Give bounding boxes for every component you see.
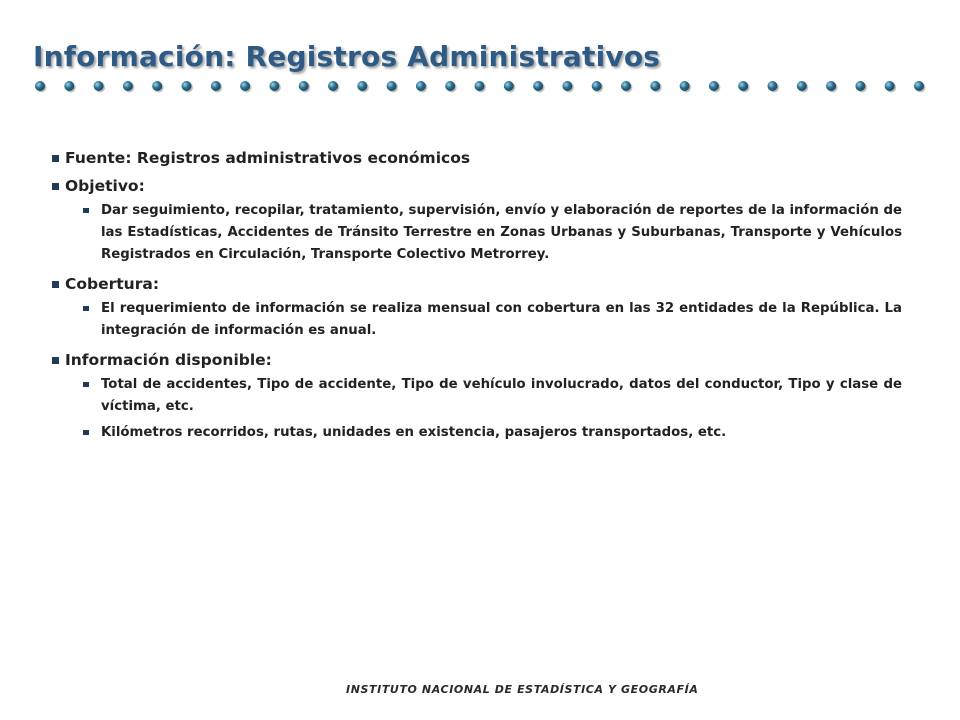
footer-institution: INSTITUTO NACIONAL DE ESTADÍSTICA Y GEOGRAFÍA	[346, 683, 699, 696]
section-heading-text: Fuente: Registros administrativos económicos	[65, 149, 471, 167]
divider-dot	[914, 81, 924, 91]
divider-dot	[211, 81, 221, 91]
section-heading-cobertura	[52, 274, 902, 294]
sub-bullet-item	[83, 422, 902, 444]
slide-content	[52, 148, 902, 444]
divider-dot	[562, 81, 572, 91]
slide-title: Información: Registros Administrativos	[33, 40, 661, 73]
divider-dot	[504, 81, 514, 91]
square-bullet-icon	[83, 306, 89, 311]
sub-bullet-text: Dar seguimiento, recopilar, tratamiento, supervisión, envío y elaboración de reportes de la información de las Estadísticas, Accidentes de Tránsito Terrestre en Zonas Urbanas y Suburbanas, Transporte y Vehículos Registrados en Circulación, Transporte Colectivo Metrorrey.	[101, 203, 902, 262]
divider-dot	[64, 81, 74, 91]
square-bullet-icon	[52, 155, 59, 162]
section-heading-informacion-disponible	[52, 350, 902, 370]
decorative-dot-divider	[30, 76, 930, 96]
divider-dot	[357, 81, 367, 91]
square-bullet-icon	[83, 430, 89, 435]
divider-dot	[387, 81, 397, 91]
divider-dot	[738, 81, 748, 91]
square-bullet-icon	[52, 281, 59, 288]
divider-dot	[592, 81, 602, 91]
divider-dot	[533, 81, 543, 91]
sub-bullet-item	[83, 200, 902, 266]
divider-dot	[35, 81, 45, 91]
divider-dot	[768, 81, 778, 91]
section-heading-fuente	[52, 148, 902, 168]
divider-dot	[475, 81, 485, 91]
divider-dot	[680, 81, 690, 91]
divider-dot	[299, 81, 309, 91]
section-heading-text: Cobertura:	[65, 275, 160, 293]
divider-dot	[182, 81, 192, 91]
divider-dot	[94, 81, 104, 91]
sub-bullet-item	[83, 298, 902, 342]
divider-dot	[240, 81, 250, 91]
sub-bullet-item	[83, 374, 902, 418]
square-bullet-icon	[83, 382, 89, 387]
section-heading-text: Información disponible:	[65, 351, 272, 369]
section-heading-objetivo	[52, 176, 902, 196]
divider-dot	[152, 81, 162, 91]
sub-bullet-text: El requerimiento de información se realiza mensual con cobertura en las 32 entidades de la República. La integración de información es anual.	[101, 301, 902, 338]
divider-dot	[328, 81, 338, 91]
square-bullet-icon	[52, 183, 59, 190]
divider-dot	[123, 81, 133, 91]
divider-dot	[621, 81, 631, 91]
square-bullet-icon	[83, 208, 89, 213]
divider-dot	[416, 81, 426, 91]
divider-dot	[445, 81, 455, 91]
sub-bullet-text: Total de accidentes, Tipo de accidente, Tipo de vehículo involucrado, datos del conductor, Tipo y clase de víctima, etc.	[101, 377, 902, 414]
divider-dot	[269, 81, 279, 91]
divider-dot	[709, 81, 719, 91]
sub-bullet-text: Kilómetros recorridos, rutas, unidades en existencia, pasajeros transportados, etc.	[101, 425, 727, 440]
section-heading-text: Objetivo:	[65, 177, 145, 195]
divider-dot	[797, 81, 807, 91]
divider-dot	[650, 81, 660, 91]
divider-dot	[885, 81, 895, 91]
divider-dot	[826, 81, 836, 91]
divider-dot	[855, 81, 865, 91]
square-bullet-icon	[52, 357, 59, 364]
